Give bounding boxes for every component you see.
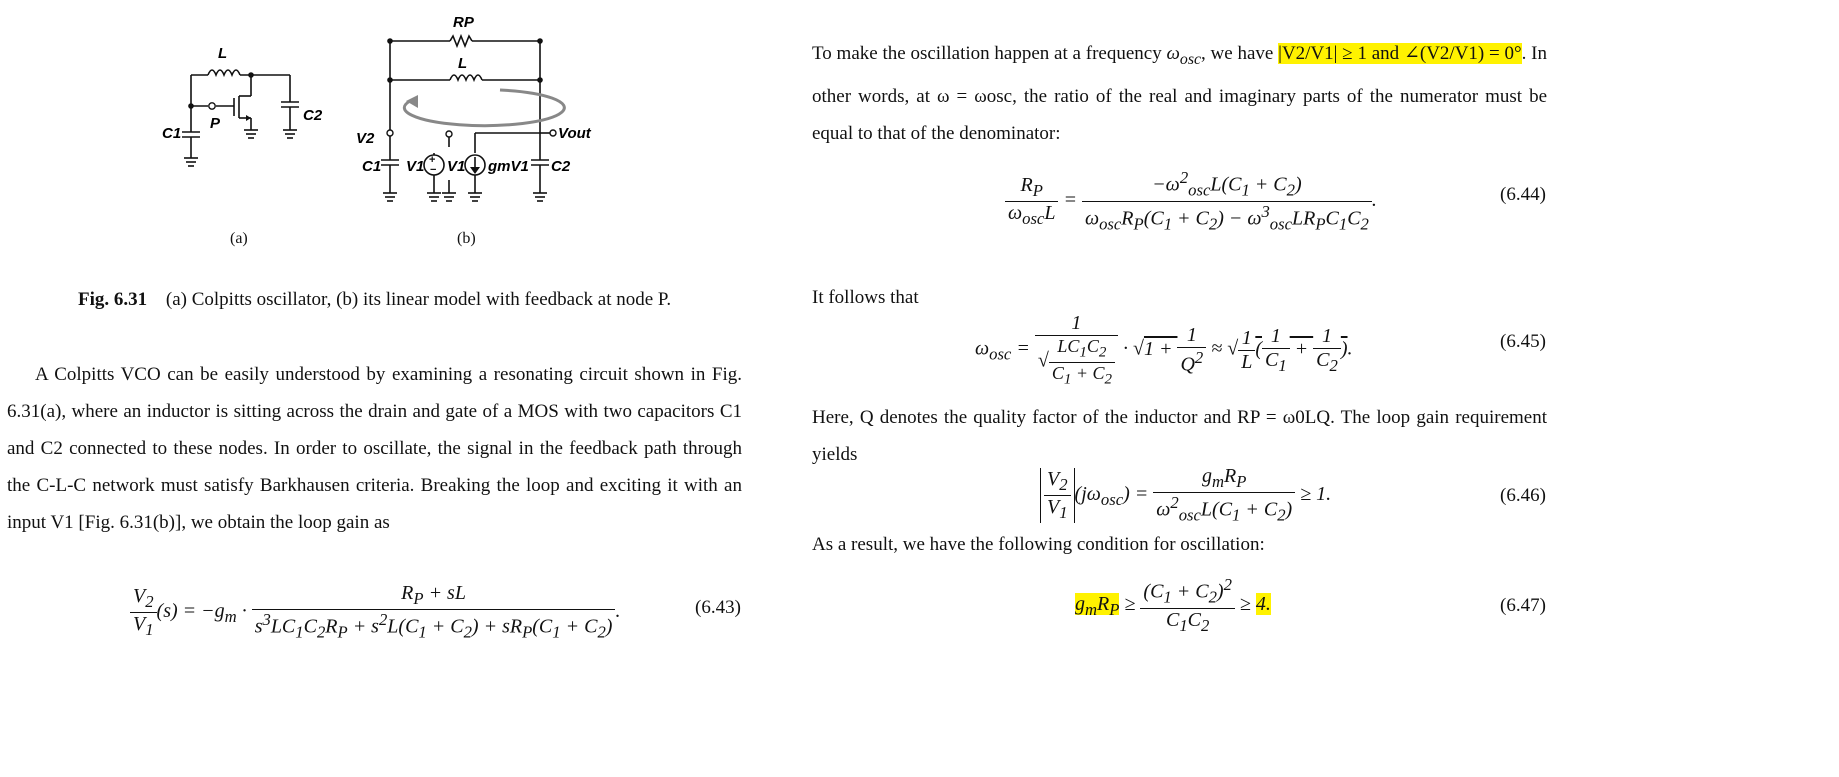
figure-b-schematic — [350, 5, 600, 225]
label-C1-b: C1 — [362, 158, 382, 175]
label-P: P — [210, 115, 221, 132]
eqno-6-47: (6.47) — [1500, 595, 1546, 616]
subfig-b-label: (b) — [457, 230, 476, 247]
figure-a-schematic — [150, 40, 350, 200]
equation-6-45: $\omega_{osc}$ = 1 √ $\frac{LC_1C_2}{C_1 + C_2}$ · √1 + $\frac{1}{Q^2}$ ≈ √ $\frac{1}{L}$ ( $\frac{1}{C_1}$ + $\frac{1}{C_2}$ ). — [975, 312, 1353, 388]
text-here-q: Here, Q denotes the quality factor of the inductor and RP = ω0LQ. The loop gain requirement yields — [812, 407, 1547, 465]
p1-part-c: . In other words, at ω = ωosc, the ratio of the real and imaginary parts of the numerator must be equal to that of the denominator: — [812, 43, 1547, 144]
label-L-b: L — [458, 55, 468, 72]
source-plus: + — [429, 154, 436, 166]
label-L: L — [218, 45, 228, 62]
eqno-6-45: (6.45) — [1500, 331, 1546, 352]
source-minus: − — [430, 164, 437, 176]
left-paragraph: A Colpitts VCO can be easily understood by examining a resonating circuit shown in Fig. 6.31(a), where an inductor is sitting across the drain and gate of a MOS with two capacitors C1 and C2 connected to these nodes. In order to oscillate, the signal in the feedback path through the C-L-C network must satisfy Barkhausen criteria. Breaking the loop and exciting it with an input V1 [Fig. 6.31(b)], we obtain the loop gain as — [7, 364, 742, 533]
eqno-6-44: (6.44) — [1500, 184, 1546, 205]
label-C2-b: C2 — [551, 158, 571, 175]
label-V2: V2 — [356, 130, 375, 147]
label-RP: RP — [453, 14, 474, 31]
equation-6-44: $\frac{R_P}{\omega_{osc}L}$ = $\frac{-\omega^2_{osc}L(C_1 + C_2)}{\omega_{osc}R_P(C_1 + C_2) - \omega^3_{osc}LR_PC_1C_2}$ . — [1005, 168, 1377, 234]
label-C1: C1 — [162, 125, 182, 142]
label-V1-left: V1 — [406, 158, 425, 175]
subfig-a-label: (a) — [230, 230, 248, 247]
caption-label: Fig. 6.31 — [78, 289, 148, 310]
equation-6-47: $g_mR_P$ ≥ $\frac{(C_1 + C_2)^2}{C_1C_2}$ ≥ 4. — [1075, 575, 1271, 635]
label-gmV1: gmV1 — [488, 158, 529, 175]
equation-6-43: $\frac{V_2}{V_1}$ $(s) = -g_m$ · $\frac{R_P + sL}{s^3LC_1C_2R_P + s^2L(C_1 + C_2) + sR_P(C_1 + C_2)}$ . — [130, 582, 620, 643]
equation-6-46: $\frac{V_2}{V_1}$ $(j\omega_{osc})$ = $\frac{g_mR_P}{\omega^2_{osc}L(C_1 + C_2)}$ ≥ 1. — [1040, 465, 1331, 526]
p1-highlight: |V2/V1| ≥ 1 and ∠(V2/V1) = 0° — [1278, 43, 1522, 64]
caption-text: (a) Colpitts oscillator, (b) its linear model with feedback at node P. — [165, 289, 672, 310]
figure-caption — [78, 289, 671, 311]
text-it-follows: It follows that — [812, 287, 919, 308]
right-paragraph-1: To make the oscillation happen at a frequency $\omega_{osc}$, we have |V2/V1| ≥ 1 and ∠(V2/V1) = 0°. In other words, at ω = ωosc, the ratio of the real and imaginary parts of the numerator must be equal to that of the denominator: — [812, 43, 1547, 144]
label-C2: C2 — [303, 107, 323, 124]
p1-part-a: To make the oscillation happen at a frequency — [812, 43, 1167, 64]
eqno-6-46: (6.46) — [1500, 485, 1546, 506]
p1-part-b: , we have — [1201, 43, 1279, 64]
label-V1-right: V1 — [447, 158, 466, 175]
label-Vout: Vout — [558, 125, 591, 142]
text-as-a-result: As a result, we have the following condition for oscillation: — [812, 534, 1265, 555]
eqno-6-43: (6.43) — [695, 597, 741, 618]
